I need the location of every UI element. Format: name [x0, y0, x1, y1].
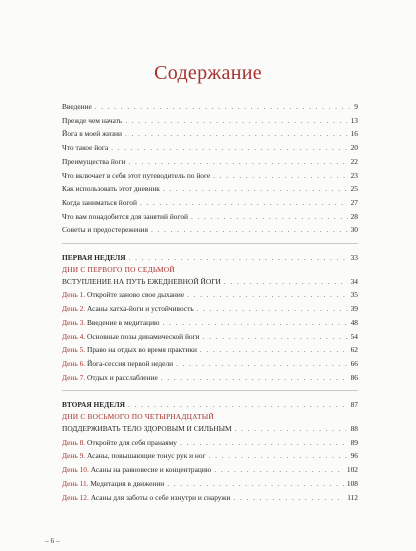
dot-leader [209, 449, 348, 463]
day-label: Откройте для себя пранаяму [87, 437, 177, 447]
day-label: Основные позы динамической йоги [87, 331, 200, 341]
toc-day-entry[interactable] [62, 343, 358, 357]
week-theme: ВСТУПЛЕНИЕ НА ПУТЬ ЕЖЕДНЕВНОЙ ЙОГИ [62, 276, 221, 286]
dot-leader [129, 251, 348, 265]
day-label: Отдых и расслабление [87, 372, 158, 382]
dot-leader [167, 477, 344, 491]
day-label: Введение в медитацию [87, 317, 160, 327]
dot-leader [163, 316, 348, 330]
dot-leader [176, 357, 348, 371]
toc-day-entry[interactable] [62, 316, 358, 330]
toc-entry-page: 9 [354, 102, 358, 111]
page-number: – 6 – [45, 536, 60, 545]
week-subheading [62, 265, 358, 275]
dot-leader [125, 114, 347, 128]
toc-week-heading[interactable] [62, 251, 358, 265]
toc-day-entry[interactable] [62, 491, 358, 505]
day-number: День 10. [62, 465, 89, 475]
toc-day-entry[interactable] [62, 436, 358, 450]
day-number: День 9. [62, 451, 86, 461]
toc-entry-label: Когда заниматься йогой [62, 197, 137, 207]
dot-leader [95, 100, 352, 114]
day-label: Асаны для заботы о себе изнутри и снаружи [90, 492, 231, 502]
toc-entry-page: 34 [350, 276, 358, 286]
toc-entry-page: 23 [350, 170, 358, 180]
toc-entry-page: 30 [350, 225, 358, 235]
dot-leader [214, 463, 344, 477]
toc-entry[interactable] [62, 127, 358, 141]
toc-entry-page: 96 [350, 451, 358, 461]
dot-leader [224, 275, 348, 289]
toc-entry-label: Как использовать этот дневник [62, 184, 160, 194]
day-label: Асаны на равновесие и концентрацию [90, 465, 212, 475]
toc-week-theme[interactable] [62, 275, 358, 289]
week-theme: ПОДДЕРЖИВАТЬ ТЕЛО ЗДОРОВЫМ И СИЛЬНЫМ [62, 424, 232, 434]
toc-entry-page: 27 [350, 197, 358, 207]
dot-leader [140, 196, 348, 210]
toc-entry-label: Прежде чем начать [62, 115, 123, 125]
toc-entry-page: 13 [350, 115, 358, 125]
dot-leader [111, 141, 347, 155]
toc-entry-page: 66 [350, 358, 358, 368]
toc-entry[interactable] [62, 223, 358, 237]
toc-entry-page: 39 [350, 304, 358, 314]
day-label: Откройте заново свое дыхание [87, 290, 185, 300]
toc-day-entry[interactable] [62, 302, 358, 316]
dot-leader [213, 169, 347, 183]
dot-leader [187, 288, 347, 302]
dot-leader [163, 182, 348, 196]
toc-entry-label: Советы и предостережения [62, 225, 149, 235]
section-divider [62, 390, 358, 391]
day-number: День 6. [62, 358, 86, 368]
toc-entry-page: 62 [350, 345, 358, 355]
toc-entry-page: 35 [350, 290, 358, 300]
dot-leader [200, 343, 348, 357]
day-number: День 7. [62, 372, 86, 382]
toc-entry[interactable] [62, 155, 358, 169]
toc-entry-page: 102 [346, 465, 358, 475]
toc-entry[interactable] [62, 169, 358, 183]
dot-leader [128, 398, 348, 412]
toc-day-entry[interactable] [62, 477, 358, 491]
toc-entry-label: Что включает в себя этот путеводитель по йоге [62, 170, 211, 180]
page-title: Содержание [154, 62, 262, 84]
week-title: ПЕРВАЯ НЕДЕЛЯ [62, 253, 126, 263]
toc-entry-page: 88 [350, 424, 358, 434]
toc-entry-page: 86 [350, 372, 358, 382]
week-days-range: ДНИ С ВОСЬМОГО ПО ЧЕТЫРНАДЦАТЫЙ [62, 412, 214, 422]
toc-day-entry[interactable] [62, 463, 358, 477]
toc-entry-page: 87 [350, 400, 358, 410]
toc-entry[interactable] [62, 114, 358, 128]
toc-entry-page: 54 [350, 331, 358, 341]
toc-entry-page: 25 [350, 184, 358, 194]
toc-entry-label: Введение [62, 102, 92, 111]
dot-leader [197, 302, 348, 316]
section-divider [62, 243, 358, 244]
dot-leader [125, 127, 348, 141]
day-label: Йога-сессия первой недели [87, 358, 174, 368]
toc-entry-page: 16 [350, 129, 358, 139]
week-days-range: ДНИ С ПЕРВОГО ПО СЕДЬМОЙ [62, 264, 175, 274]
week-subheading [62, 412, 358, 422]
day-label: Асаны, повышающие тонус рук и ног [87, 451, 206, 461]
toc-entry[interactable] [62, 182, 358, 196]
toc-entry-page: 112 [347, 492, 358, 502]
toc-entry-page: 20 [350, 143, 358, 153]
day-number: День 1. [62, 290, 86, 300]
toc-entry-page: 48 [350, 317, 358, 327]
day-label: Право на отдых во время практики [87, 345, 197, 355]
week-title: ВТОРАЯ НЕДЕЛЯ [62, 400, 125, 410]
day-label: Медитация в движении [90, 478, 165, 488]
dot-leader [151, 223, 348, 237]
toc-day-entry[interactable] [62, 449, 358, 463]
toc-day-entry[interactable] [62, 330, 358, 344]
toc-week-theme[interactable] [62, 422, 358, 436]
day-label: Асаны хатха-йоги и устойчивость [87, 304, 194, 314]
toc-entry[interactable] [62, 141, 358, 155]
table-of-contents [62, 100, 358, 504]
toc-entry-label: Преимущества йоги [62, 156, 126, 166]
dot-leader [191, 210, 348, 224]
day-number: День 3. [62, 317, 86, 327]
toc-week-heading[interactable] [62, 398, 358, 412]
toc-entry-label: Что вам понадобится для занятий йогой [62, 211, 188, 221]
toc-entry-label: Что такое йога [62, 143, 109, 153]
toc-entry-label: Йога в моей жизни [62, 129, 122, 139]
toc-entry[interactable] [62, 196, 358, 210]
toc-day-entry[interactable] [62, 288, 358, 302]
dot-leader [180, 436, 348, 450]
day-number: День 11. [62, 478, 89, 488]
dot-leader [128, 155, 347, 169]
day-number: День 2. [62, 304, 86, 314]
day-number: День 4. [62, 331, 86, 341]
dot-leader [161, 371, 348, 385]
toc-day-entry[interactable] [62, 371, 358, 385]
toc-entry-page: 33 [350, 253, 358, 263]
toc-entry-page: 89 [350, 437, 358, 447]
toc-entry[interactable] [62, 100, 358, 114]
toc-entry-page: 108 [346, 478, 358, 488]
toc-entry-page: 22 [350, 156, 358, 166]
day-number: День 8. [62, 437, 86, 447]
dot-leader [233, 491, 344, 505]
day-number: День 12. [62, 492, 89, 502]
dot-leader [235, 422, 348, 436]
toc-entry[interactable] [62, 210, 358, 224]
dot-leader [203, 330, 348, 344]
toc-entry-page: 28 [350, 211, 358, 221]
day-number: День 5. [62, 345, 86, 355]
toc-day-entry[interactable] [62, 357, 358, 371]
